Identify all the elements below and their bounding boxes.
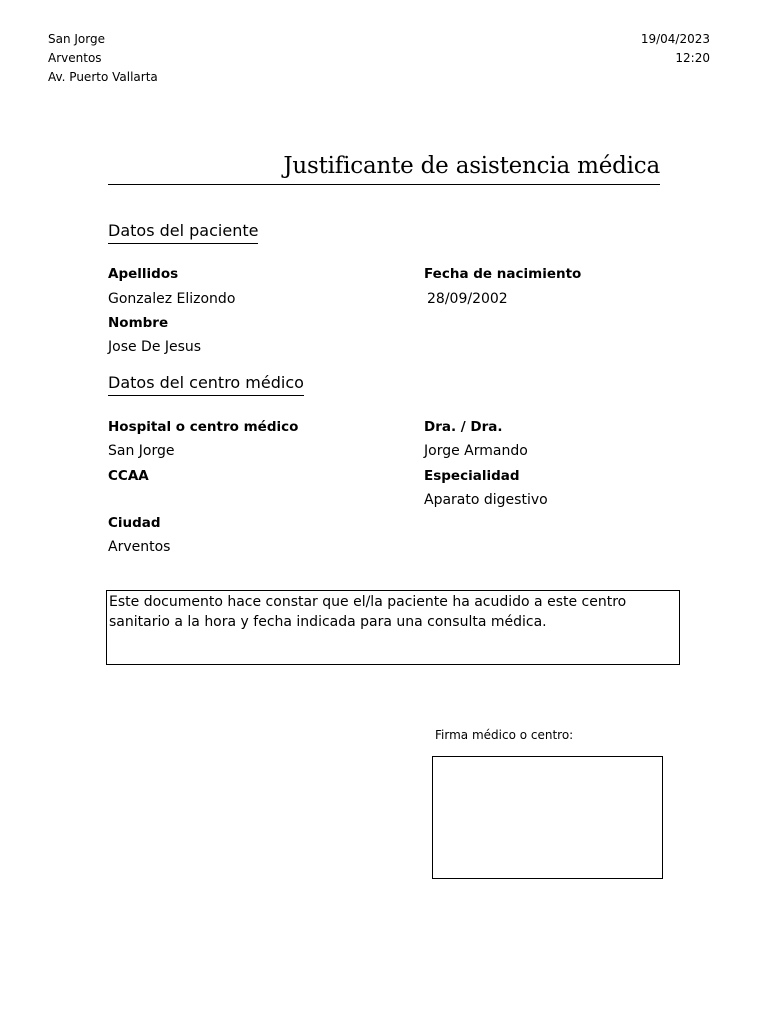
doctor-label: Dra. / Dra. xyxy=(424,419,503,435)
document-title: Justificante de asistencia médica xyxy=(108,148,660,185)
clinic-name: San Jorge xyxy=(48,32,105,46)
issue-date: 19/04/2023 xyxy=(640,32,710,46)
issue-time: 12:20 xyxy=(675,51,710,65)
birthdate-label: Fecha de nacimiento xyxy=(424,266,582,282)
name-label: Nombre xyxy=(108,315,169,331)
birthdate-value: 28/09/2002 xyxy=(427,291,508,307)
clinic-address-block xyxy=(48,30,158,87)
surname-label: Apellidos xyxy=(108,266,179,282)
specialty-value: Aparato digestivo xyxy=(424,492,548,508)
clinic-street: Av. Puerto Vallarta xyxy=(48,70,158,84)
patient-section-title: Datos del paciente xyxy=(108,220,258,244)
ccaa-label: CCAA xyxy=(108,468,149,484)
name-value: Jose De Jesus xyxy=(108,339,202,355)
attendance-statement-text: Este documento hace constar que el/la paciente ha acudido a este centro sanitario a la hora y fecha indicada para una consulta médica. xyxy=(109,594,627,630)
hospital-value: San Jorge xyxy=(108,443,175,459)
city-label: Ciudad xyxy=(108,515,161,531)
hospital-label: Hospital o centro médico xyxy=(108,419,299,435)
city-value: Arventos xyxy=(108,539,171,555)
specialty-label: Especialidad xyxy=(424,468,520,484)
signature-label: Firma médico o centro: xyxy=(435,728,574,742)
issue-datetime-block xyxy=(641,30,710,68)
doctor-value: Jorge Armando xyxy=(424,443,528,459)
surname-value: Gonzalez Elizondo xyxy=(108,291,236,307)
clinic-city: Arventos xyxy=(48,51,102,65)
attendance-statement-box xyxy=(106,590,680,665)
signature-box xyxy=(432,756,663,879)
center-section-title: Datos del centro médico xyxy=(108,372,304,396)
